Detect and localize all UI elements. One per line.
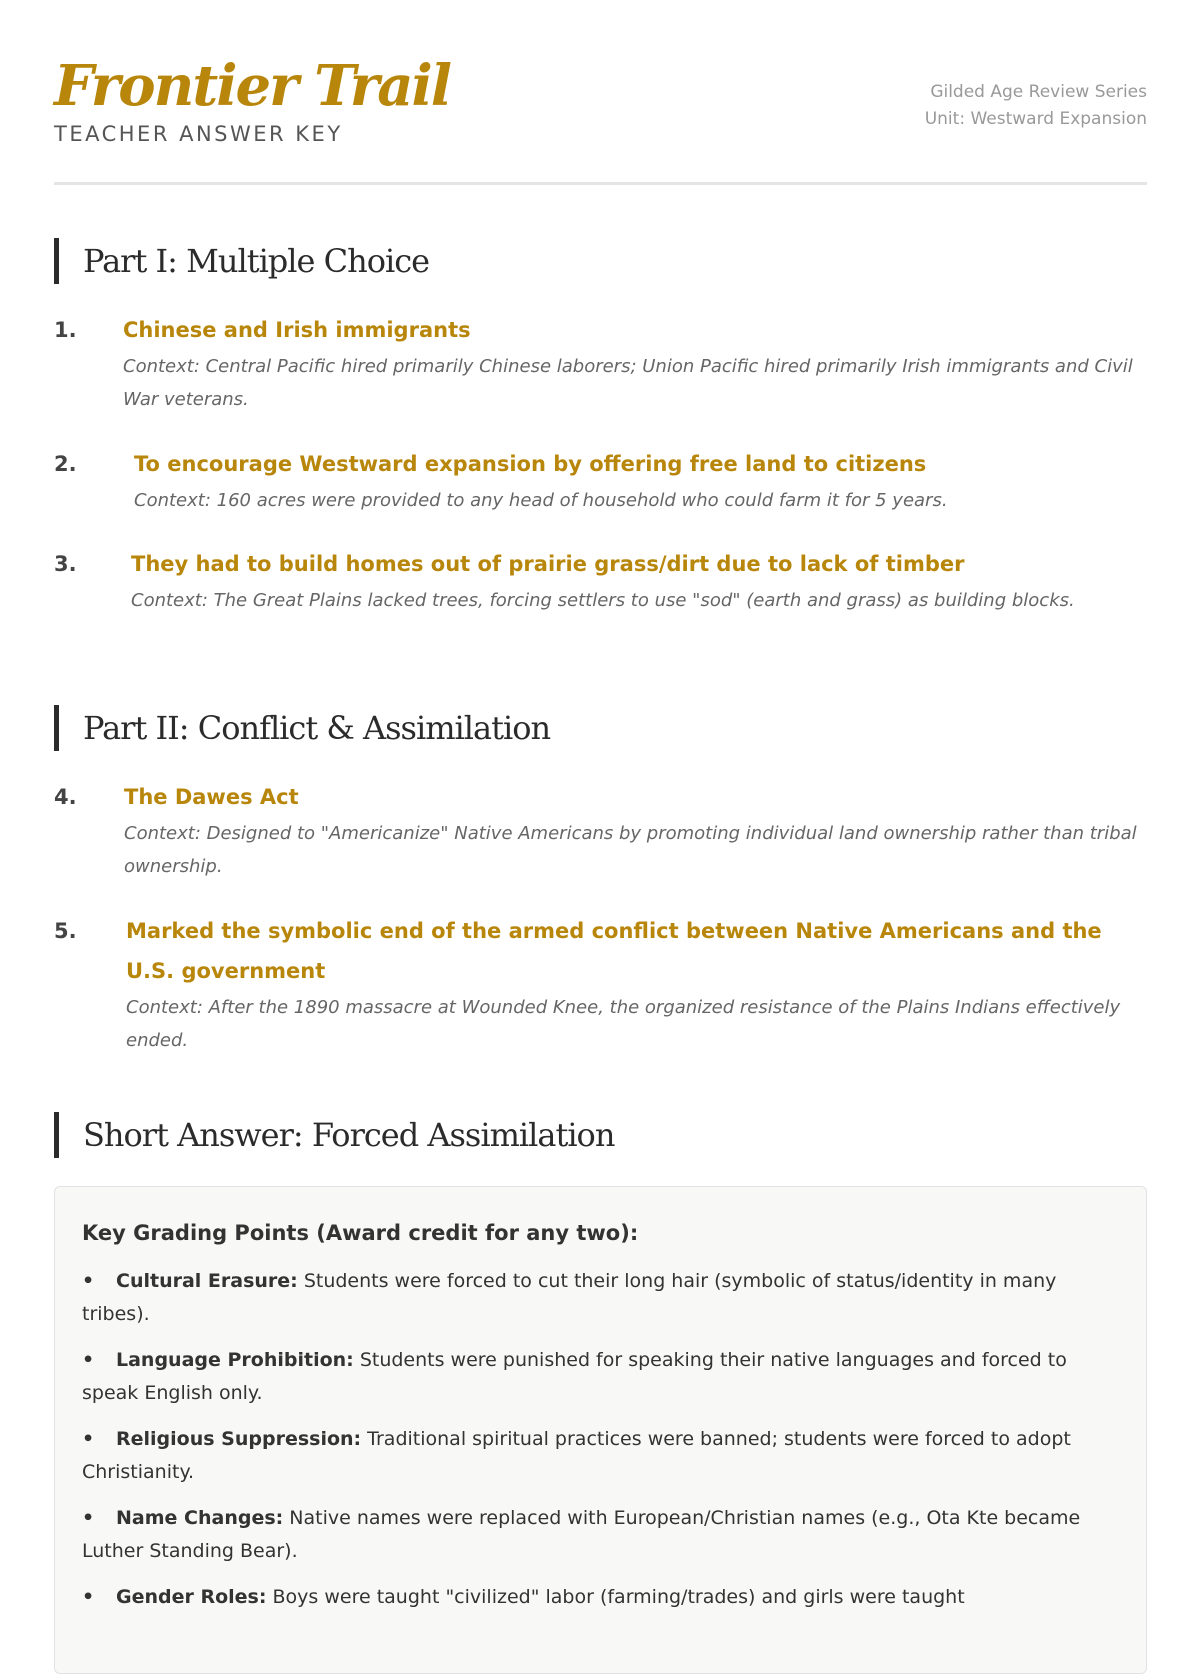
grading-point	[82, 1344, 1119, 1410]
document-title: Frontier Trail	[54, 53, 451, 119]
answer-text: They had to build homes out of prairie grass/dirt due to lack of timber	[131, 552, 965, 576]
question-body	[131, 544, 1147, 617]
section-heading-part-2: Part II: Conflict & Assimilation	[54, 705, 550, 751]
bullet-icon: •	[82, 1270, 95, 1292]
document-header	[54, 0, 1147, 185]
grading-point	[82, 1581, 1119, 1614]
grading-point	[82, 1423, 1119, 1489]
answer-text: Chinese and Irish immigrants	[123, 318, 471, 342]
point-text: Native names were replaced with European/Christian names (e.g., Ota Kte became Luther Standing Bear).	[82, 1507, 1081, 1562]
answer-context: Context: After the 1890 massacre at Wounded Knee, the organized resistance of the Plains Indians effectively ended.	[126, 997, 1121, 1051]
point-text: Traditional spiritual practices were banned; students were forced to adopt Christianity.	[82, 1428, 1071, 1483]
question-body	[123, 310, 1147, 416]
bullet-icon: •	[82, 1428, 95, 1450]
question-body	[134, 444, 1147, 517]
document-subtitle: TEACHER ANSWER KEY	[54, 122, 343, 146]
answer-text: To encourage Westward expansion by offering free land to citizens	[134, 452, 927, 476]
grading-points-title: Key Grading Points (Award credit for any two):	[82, 1221, 639, 1245]
bullet-icon: •	[82, 1349, 95, 1371]
grading-points-list	[82, 1265, 1119, 1614]
answer-context: Context: 160 acres were provided to any head of household who could farm it for 5 years.	[134, 490, 948, 511]
section-heading-part-1: Part I: Multiple Choice	[54, 238, 429, 284]
bullet-icon: •	[82, 1507, 95, 1529]
grading-point	[82, 1502, 1119, 1568]
answer-context: Context: Designed to "Americanize" Native Americans by promoting individual land ownership rather than tribal ownership.	[124, 823, 1137, 877]
grading-points-box	[54, 1186, 1147, 1674]
series-label: Gilded Age Review Series	[930, 82, 1147, 102]
question-number: 1.	[54, 318, 77, 342]
point-text: Students were punished for speaking their native languages and forced to speak English only.	[82, 1349, 1067, 1404]
unit-label: Unit: Westward Expansion	[924, 109, 1147, 129]
bullet-icon: •	[82, 1586, 95, 1608]
document-meta	[925, 79, 1147, 133]
question-number: 4.	[54, 785, 77, 809]
answer-context: Context: Central Pacific hired primarily Chinese laborers; Union Pacific hired primarily Irish immigrants and Civil War veterans.	[123, 356, 1133, 410]
question-number: 2.	[54, 452, 77, 476]
question-number: 5.	[54, 919, 77, 943]
question-body	[126, 911, 1147, 1057]
question-number: 3.	[54, 552, 77, 576]
answer-key-page	[54, 0, 1147, 1608]
point-term: Language Prohibition:	[116, 1349, 354, 1371]
answer-context: Context: The Great Plains lacked trees, forcing settlers to use "sod" (earth and grass) as building blocks.	[131, 590, 1075, 611]
point-term: Religious Suppression:	[116, 1428, 362, 1450]
point-text: Students were forced to cut their long hair (symbolic of status/identity in many tribes).	[82, 1270, 1057, 1325]
question-body	[124, 777, 1147, 883]
point-term: Name Changes:	[116, 1507, 284, 1529]
grading-point	[82, 1265, 1119, 1331]
answer-text: The Dawes Act	[124, 785, 299, 809]
point-text: Boys were taught "civilized" labor (farming/trades) and girls were taught	[266, 1586, 965, 1608]
point-term: Gender Roles:	[116, 1586, 267, 1608]
section-heading-short-answer: Short Answer: Forced Assimilation	[54, 1112, 614, 1158]
point-term: Cultural Erasure:	[116, 1270, 298, 1292]
answer-text: Marked the symbolic end of the armed conflict between Native Americans and the U.S. government	[126, 919, 1102, 983]
